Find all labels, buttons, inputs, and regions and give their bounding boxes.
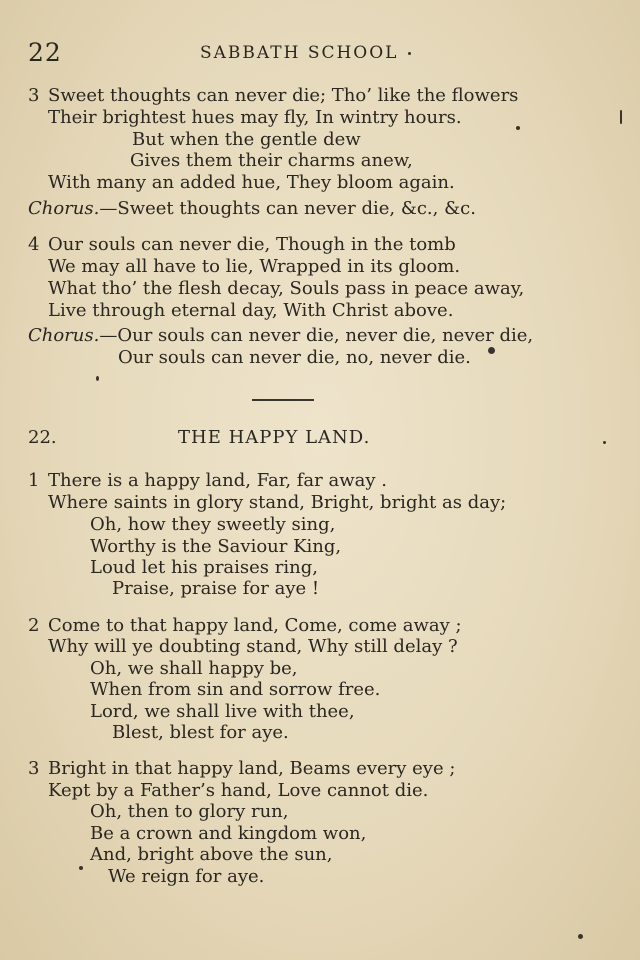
verse-number: 3: [28, 758, 40, 779]
verse-text: Our souls can never die, Though in the tomb: [48, 234, 456, 255]
hymn21-verse3-line4: Gives them their charms anew,: [130, 150, 413, 171]
hymn22-verse2-line6: Blest, blest for aye.: [112, 722, 289, 743]
hymn22-verse1-line4: Worthy is the Saviour King,: [90, 536, 342, 557]
hymn22-verse1-line5: Loud let his praises ring,: [90, 557, 318, 578]
verse-text: Come to that happy land, Come, come away ;: [48, 615, 462, 636]
hymn21-verse4-line3: What tho’ the flesh decay, Souls pass in peace away,: [48, 278, 525, 299]
hymn21-verse4-line2: We may all have to lie, Wrapped in its gloom.: [48, 256, 461, 277]
ink-speck: [578, 934, 583, 939]
chorus-text: —Our souls can never die, never die, never die,: [99, 325, 534, 346]
hymn22-verse1-line3: Oh, how they sweetly sing,: [90, 514, 336, 535]
verse-number: 2: [28, 615, 40, 636]
hymn21-chorus4-line1: [28, 325, 533, 347]
page-number: 22: [28, 38, 62, 67]
chorus-label: Chorus.: [28, 198, 100, 219]
hymn22-verse2-line2: Why will ye doubting stand, Why still delay ?: [48, 636, 458, 657]
hymn22-verse1-line6: Praise, praise for aye !: [112, 578, 320, 599]
verse-text: Bright in that happy land, Beams every eye ;: [48, 758, 456, 779]
hymn21-verse3-line5: With many an added hue, They bloom again.: [48, 172, 455, 193]
hymn22-verse3-line1: [28, 758, 455, 780]
chorus-text: —Sweet thoughts can never die, &c., &c.: [99, 198, 476, 219]
verse-number: 4: [28, 234, 40, 255]
section-divider: [252, 399, 314, 401]
hymn22-verse2-line3: Oh, we shall happy be,: [90, 658, 298, 679]
ink-speck: [408, 52, 411, 55]
verse-text: Sweet thoughts can never die; Tho’ like the flowers: [48, 85, 519, 106]
hymn21-chorus3: [28, 198, 476, 220]
page-header: [28, 38, 418, 70]
hymn22-verse3-line5: And, bright above the sun,: [90, 844, 333, 865]
ink-speck: [603, 441, 606, 444]
hymn21-verse3-line3: But when the gentle dew: [132, 129, 361, 150]
hymn22-verse2-line4: When from sin and sorrow free.: [90, 679, 381, 700]
verse-text: There is a happy land, Far, far away .: [48, 470, 387, 491]
running-head: SABBATH SCHOOL: [200, 43, 399, 63]
hymn22-verse3-line2: Kept by a Father’s hand, Love cannot die.: [48, 780, 429, 801]
hymn22-verse1-line1: [28, 470, 387, 492]
chorus-label: Chorus.: [28, 325, 100, 346]
verse-number: 1: [28, 470, 40, 491]
hymn-title: THE HAPPY LAND.: [178, 427, 371, 448]
hymn21-verse3-line1: [28, 85, 518, 107]
ink-speck: [79, 866, 83, 870]
hymn22-verse2-line5: Lord, we shall live with thee,: [90, 701, 355, 722]
ink-speck: [488, 347, 495, 354]
hymn21-verse4-line4: Live through eternal day, With Christ above.: [48, 300, 454, 321]
hymn22-verse3-line3: Oh, then to glory run,: [90, 801, 289, 822]
hymn22-verse3-line4: Be a crown and kingdom won,: [90, 823, 367, 844]
ink-speck: [620, 110, 622, 124]
hymn21-chorus4-line2: Our souls can never die, no, never die.: [118, 347, 471, 368]
hymn22-verse1-line2: Where saints in glory stand, Bright, bright as day;: [48, 492, 507, 513]
verse-number: 3: [28, 85, 40, 106]
hymn22-verse2-line1: [28, 615, 462, 637]
hymn21-verse3-line2: Their brightest hues may fly, In wintry hours.: [48, 107, 462, 128]
ink-speck: [96, 376, 99, 381]
hymn-number: 22.: [28, 427, 57, 448]
hymn21-verse4-line1: [28, 234, 456, 256]
ink-speck: [516, 126, 520, 130]
hymn22-verse3-line6: We reign for aye.: [108, 866, 265, 887]
